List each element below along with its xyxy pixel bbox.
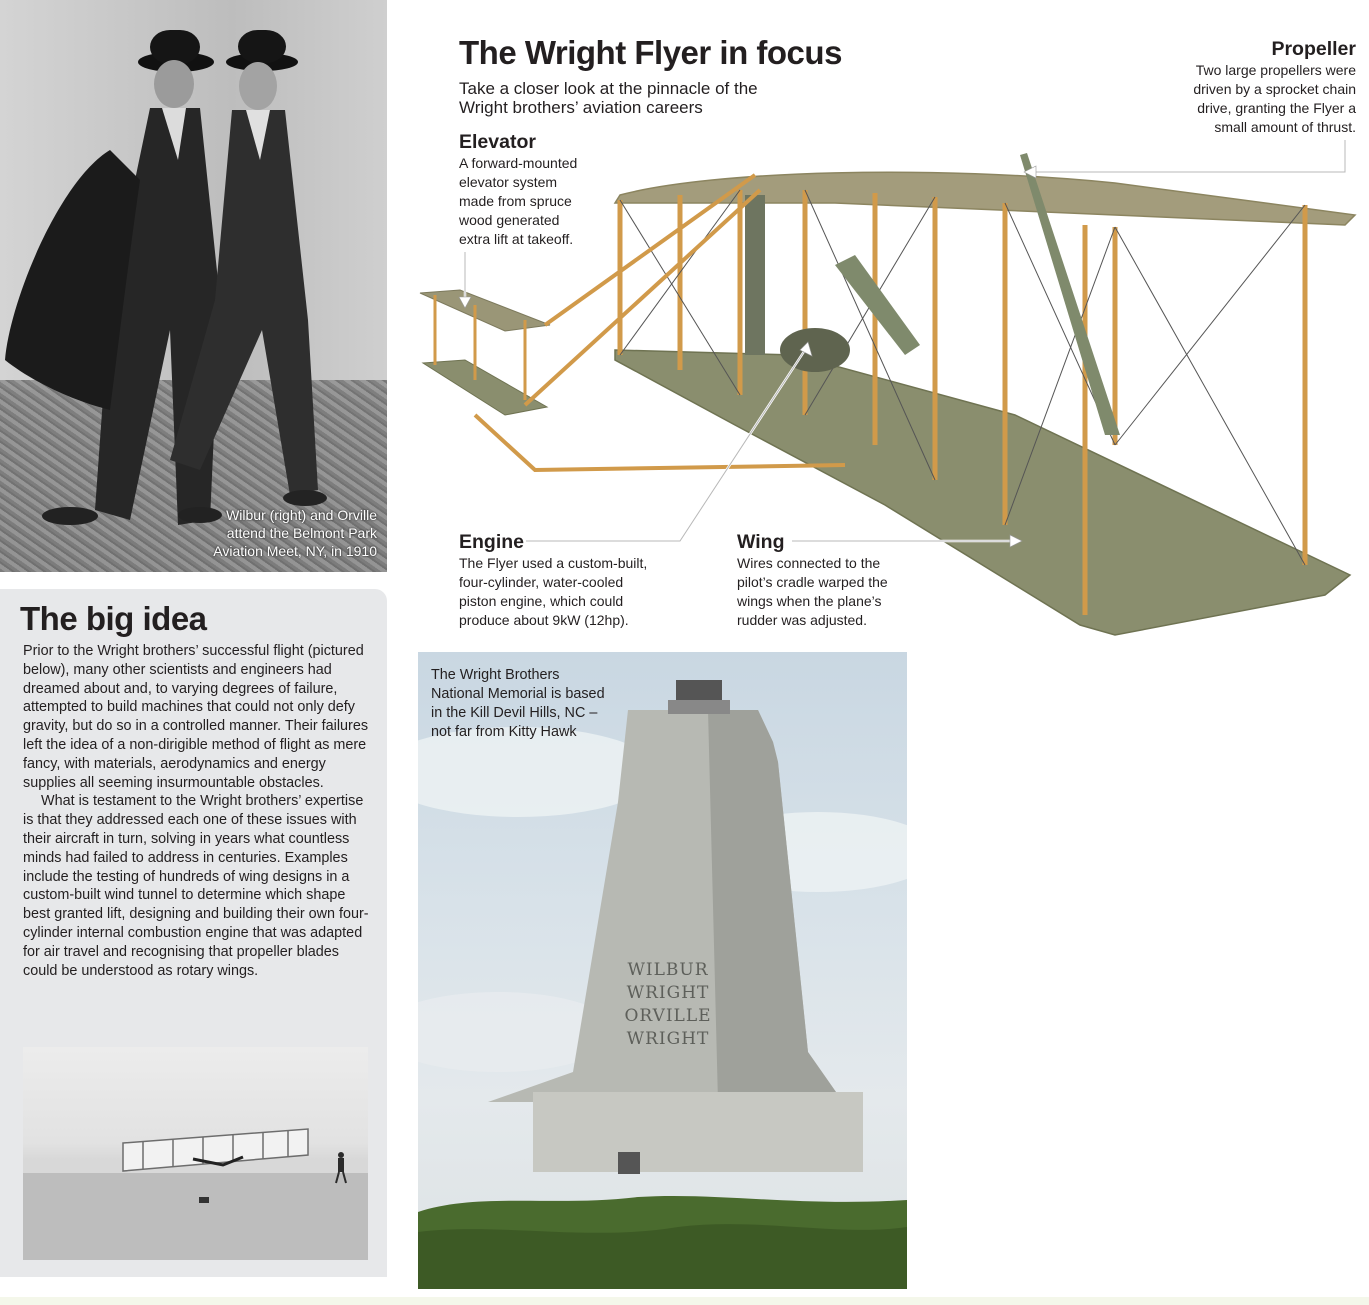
engine-line: The Flyer used a custom-built, xyxy=(459,555,648,571)
memorial-caption xyxy=(431,666,605,742)
memorial-caption-line: The Wright Brothers xyxy=(431,667,560,683)
memorial-caption-line: National Memorial is based xyxy=(431,686,605,702)
wing-line: rudder was adjusted. xyxy=(737,612,867,628)
page-title: The Wright Flyer in focus xyxy=(459,34,842,71)
big-idea-paragraph: What is testament to the Wright brothers’ expertise is that they addressed each one of these issues with their aircraft in turn, solving in years what countless minds had failed to address in centuries. Examples include the testing of hundreds of wing designs in a custom-built wind tunnel to determine which shape best granted lift, designing and building their own four-cylinder internal combustion engine that was adapted for air travel and recognising that propeller blades could be understood as rotary wings. xyxy=(23,793,369,979)
inscription-line: WRIGHT xyxy=(626,983,710,1003)
memorial-caption-line: in the Kill Devil Hills, NC – xyxy=(431,705,598,721)
wing-title: Wing xyxy=(737,531,785,553)
inscription-line: WILBUR xyxy=(627,960,709,980)
launch-rail-marker xyxy=(199,1197,209,1203)
inscription-line: WRIGHT xyxy=(626,1029,710,1049)
monument-base xyxy=(533,1092,863,1172)
brothers-caption-line: Aviation Meet, NY, in 1910 xyxy=(213,543,377,559)
elevator-line: wood generated xyxy=(459,212,560,228)
engine-line: four-cylinder, water-cooled xyxy=(459,574,624,590)
footer-strip xyxy=(0,1297,1369,1305)
elevator-line: elevator system xyxy=(459,174,558,190)
inscription-line: ORVILLE xyxy=(624,1006,712,1026)
propeller-line: small amount of thrust. xyxy=(1214,119,1356,135)
arrow-head-icon xyxy=(1024,166,1036,178)
propeller-label xyxy=(1136,38,1356,137)
wing-line: pilot’s cradle warped the xyxy=(737,574,888,590)
page-subtitle: Take a closer look at the pinnacle of the Wright brothers’ aviation careers xyxy=(459,79,758,117)
first-flight-photo xyxy=(23,1047,368,1260)
big-idea-title: The big idea xyxy=(20,600,207,637)
wing-line: Wires connected to the xyxy=(737,555,881,571)
big-idea-paragraph: Prior to the Wright brothers’ successful flight (pictured below), many other scientists and engineers had dreamed about and, to varying degrees of failure, attempted to build machines that could not only defy gravity, but do so in a controlled manner. Their failures left the idea of a non-dirigible method of flight as mere fancy, with materials, aerodynamics and energy supplies all seeming insurmountable obstacles. xyxy=(23,643,369,791)
engine-label xyxy=(459,531,689,630)
brothers-caption-line: attend the Belmont Park xyxy=(226,525,377,541)
elevator-title: Elevator xyxy=(459,131,536,153)
engine-pointer xyxy=(526,350,805,541)
elevator-line: made from spruce xyxy=(459,193,572,209)
arrow-head-icon xyxy=(459,297,471,308)
arrow-head-icon xyxy=(1010,535,1022,547)
first-flight-illustration xyxy=(23,1047,368,1260)
engine-line: produce about 9kW (12hp). xyxy=(459,612,629,628)
memorial-caption-line: not far from Kitty Hawk xyxy=(431,724,577,740)
wing-line: wings when the plane’s xyxy=(737,593,882,609)
monument-door xyxy=(618,1152,640,1174)
propeller-line: drive, granting the Flyer a xyxy=(1197,100,1356,116)
propeller-pointer xyxy=(1030,140,1345,172)
elevator-line: A forward-mounted xyxy=(459,155,578,171)
propeller-line: driven by a sprocket chain xyxy=(1193,81,1356,97)
brothers-caption-line: Wilbur (right) and Orville xyxy=(226,507,377,523)
elevator-label xyxy=(459,131,639,249)
elevator-line: extra lift at takeoff. xyxy=(459,231,574,247)
memorial-photo xyxy=(418,652,907,1289)
wing-label xyxy=(737,531,937,630)
big-idea-body xyxy=(23,642,371,980)
engine-title: Engine xyxy=(459,531,525,553)
memorial-inscription xyxy=(623,959,713,1051)
propeller-line: Two large propellers were xyxy=(1195,62,1356,78)
engine-line: piston engine, which could xyxy=(459,593,624,609)
propeller-title: Propeller xyxy=(1271,38,1356,60)
